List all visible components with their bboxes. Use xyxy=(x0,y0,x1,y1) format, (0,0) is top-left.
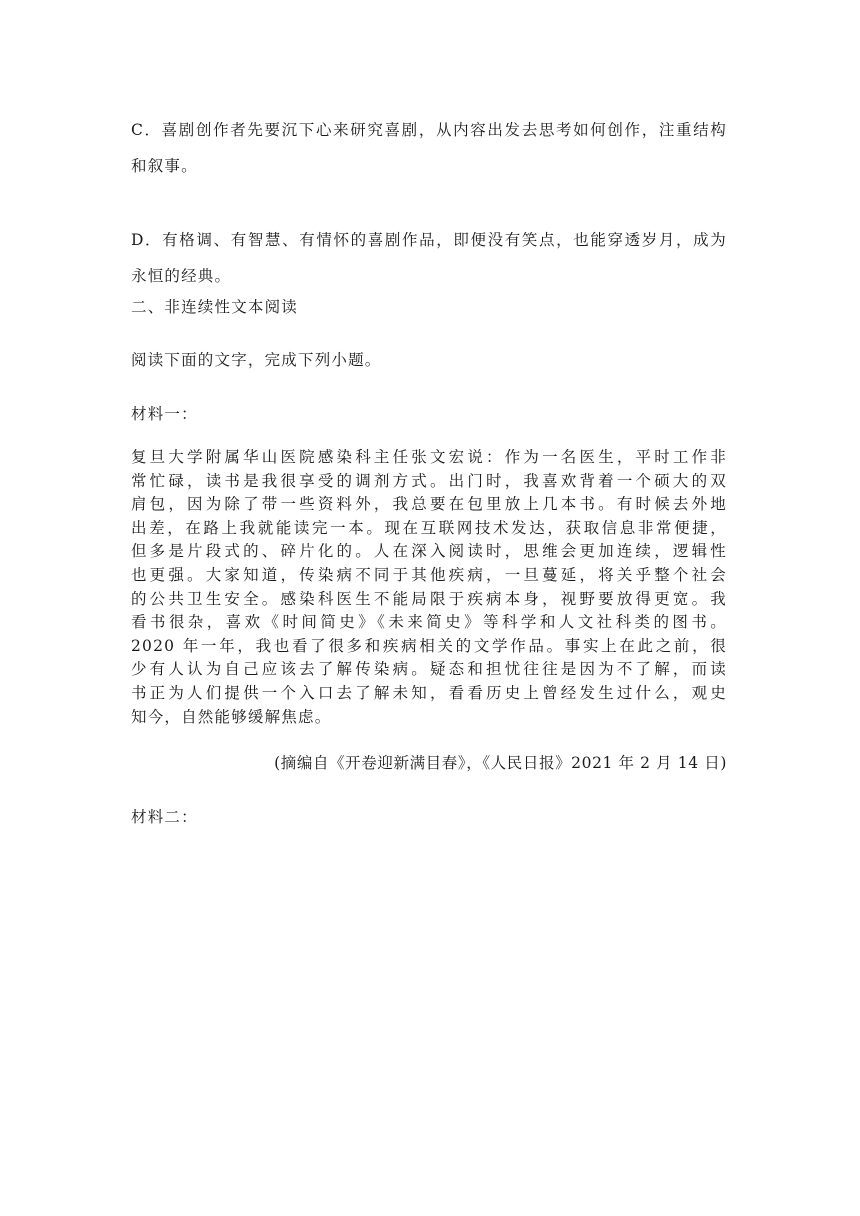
material-1-body xyxy=(131,446,727,729)
material-1-source: (摘编自《开卷迎新满目春》，《人民日报》2021 年 2 月 14 日) xyxy=(274,754,727,772)
material-1-line: 2020 年一年，我也看了很多和疾病相关的文学作品。事实上在此之前，很 xyxy=(131,636,727,655)
option-c: C．喜剧创作者先要沉下心来研究喜剧，从内容出发去思考如何创作，注重结构和叙事。 xyxy=(131,121,727,175)
material-1-line: 少有人认为自己应该去了解传染病。疑态和担忧往往是因为不了解，而读 xyxy=(131,660,727,679)
material-1-label: 材料一： xyxy=(131,405,198,423)
material-1-line: 知今，自然能够缓解焦虑。 xyxy=(131,707,332,726)
material-1-line: 但多是片段式的、碎片化的。人在深入阅读时，思维会更加连续，逻辑性 xyxy=(131,542,727,561)
option-d: D．有格调、有智慧、有情怀的喜剧作品，即便没有笑点，也能穿透岁月，成为永恒的经典。 xyxy=(131,231,727,285)
material-1-line: 也更强。大家知道，传染病不同于其他疾病，一旦蔓延，将关乎整个社会 xyxy=(131,565,727,584)
material-1-line: 的公共卫生安全。感染科医生不能局限于疾病本身，视野要放得更宽。我 xyxy=(131,589,727,608)
material-1-line: 书正为人们提供一个入口去了解未知，看看历史上曾经发生过什么，观史 xyxy=(131,683,727,702)
section-heading: 二、非连续性文本阅读 xyxy=(131,298,299,316)
material-1-line: 复旦大学附属华山医院感染科主任张文宏说：作为一名医生，平时工作非 xyxy=(131,448,727,466)
material-1-line: 出差，在路上我就能读完一本。现在互联网技术发达，获取信息非常便捷， xyxy=(131,518,727,537)
material-1-line: 看书很杂，喜欢《时间简史》《未来简史》等科学和人文社科类的图书。 xyxy=(131,613,727,632)
material-2-label: 材料二： xyxy=(131,808,198,826)
instruction-text: 阅读下面的文字，完成下列小题。 xyxy=(131,351,382,369)
material-1-line: 肩包，因为除了带一些资料外，我总要在包里放上几本书。有时候去外地 xyxy=(131,495,727,514)
material-1-line: 常忙碌，读书是我很享受的调剂方式。出门时，我喜欢背着一个硕大的双 xyxy=(131,471,727,490)
